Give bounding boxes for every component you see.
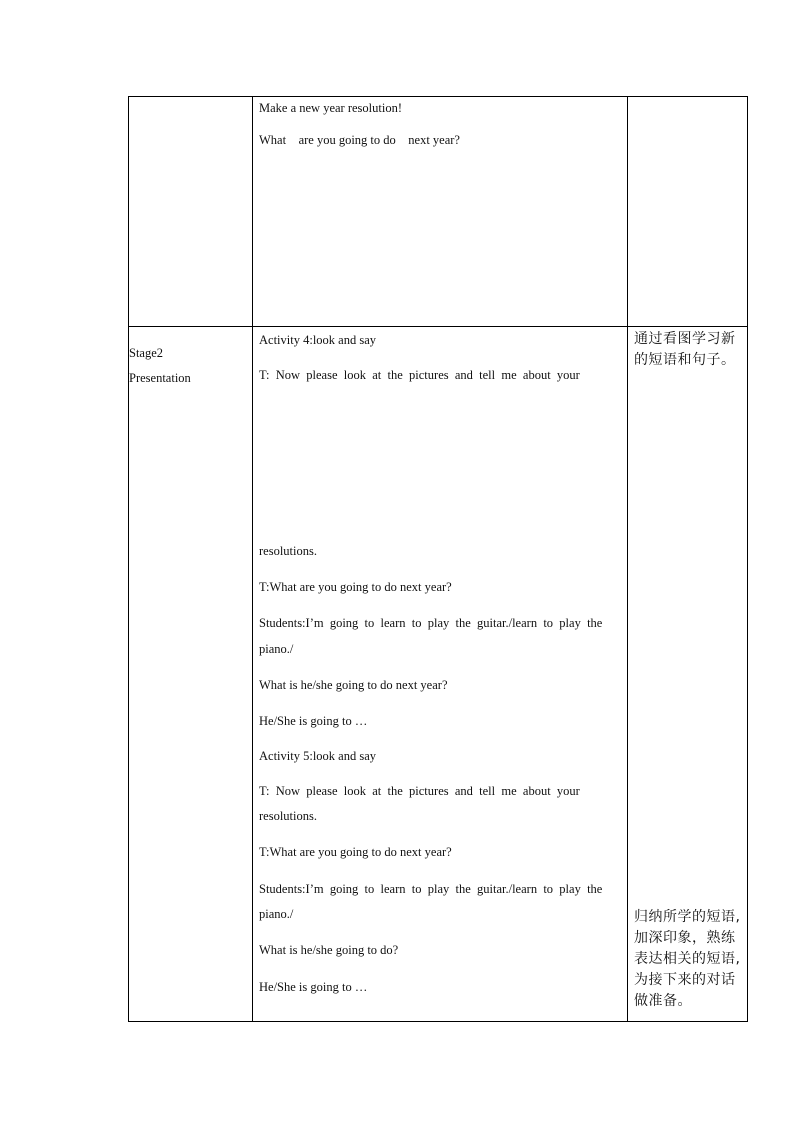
activity5-question-2: What is he/she going to do? [259, 943, 399, 957]
row-divider [129, 326, 747, 327]
activity4-title: Activity 4:look and say [259, 333, 376, 347]
activity5-resolutions: resolutions. [259, 809, 317, 823]
row1-line-2: What are you going to do next year? [259, 133, 460, 147]
activity4-students-line: Students:I’m going to learn to play the guitar./learn to play the [259, 616, 603, 630]
activity4-resolutions: resolutions. [259, 544, 317, 558]
row1-line-1: Make a new year resolution! [259, 101, 402, 115]
column-divider-2 [627, 97, 628, 1021]
activity5-students-line: Students:I’m going to learn to play the guitar./learn to play the [259, 882, 603, 896]
activity4-answer-2: He/She is going to … [259, 714, 368, 728]
activity5-question: T:What are you going to do next year? [259, 845, 452, 859]
note-purpose-1: 通过看图学习新的短语和句子。 [634, 331, 736, 368]
activity4-question-2: What is he/she going to do next year? [259, 678, 448, 692]
stage-name: Presentation [129, 371, 191, 385]
column-divider-1 [252, 97, 253, 1021]
activity4-teacher-line: T: Now please look at the pictures and tell me about your [259, 368, 580, 382]
stage-label: Stage2 [129, 346, 164, 360]
activity5-title: Activity 5:look and say [259, 749, 376, 763]
activity4-question: T:What are you going to do next year? [259, 580, 452, 594]
activity5-teacher-line: T: Now please look at the pictures and tell me about your [259, 784, 580, 798]
activity4-students-line-2: piano./ [259, 642, 294, 656]
activity5-answer-2: He/She is going to … [259, 980, 368, 994]
note-purpose-2: 归纳所学的短语,加深印象，熟练表达相关的短语,为接下来的对话做准备。 [634, 909, 741, 1009]
activity5-students-line-2: piano./ [259, 907, 294, 921]
lesson-plan-table [128, 96, 748, 1022]
